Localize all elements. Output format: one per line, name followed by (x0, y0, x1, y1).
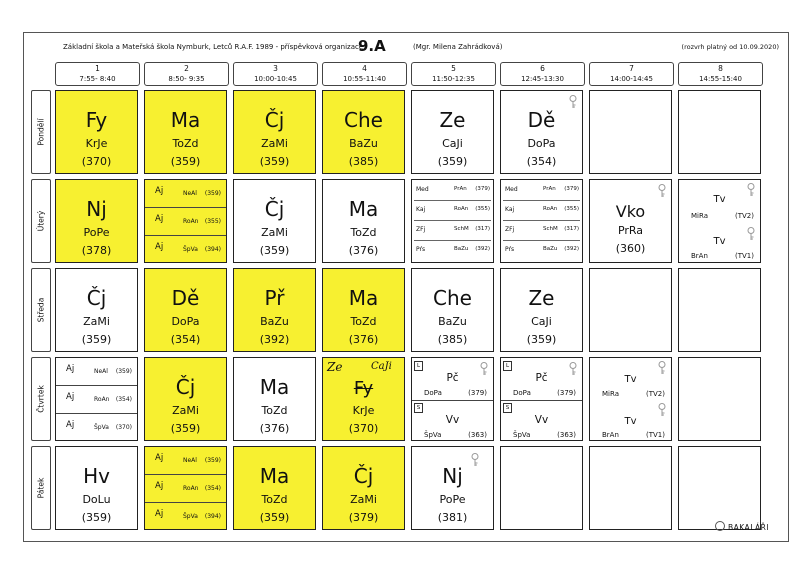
group-row: Aj NeAl (359) (145, 447, 226, 475)
group-tag: L (503, 361, 512, 371)
teacher: BrAn (691, 252, 708, 260)
group-lesson-cell[interactable] (500, 357, 583, 441)
teacher: ŠpVa (424, 431, 442, 439)
teacher: DoPa (424, 389, 442, 397)
group-row: Aj NeAl (359) (56, 358, 137, 386)
group-row: Kaj RoAn (355) (503, 201, 580, 221)
bakalari-logo: BAKALÁŘI (715, 521, 769, 532)
teacher: BaZu (260, 315, 289, 328)
subject: Fy (85, 108, 108, 132)
valid-from: (rozvrh platný od 10.09.2020) (681, 43, 779, 51)
lesson-cell[interactable] (411, 446, 494, 530)
lesson-cell[interactable] (144, 90, 227, 174)
subject: Pč (446, 372, 459, 384)
room: (379) (557, 389, 576, 397)
room: (360) (615, 242, 646, 255)
empty-cell (589, 268, 672, 352)
teacher: MiRa (602, 390, 619, 398)
lesson-cell[interactable] (322, 446, 405, 530)
lesson-cell[interactable] (500, 268, 583, 352)
teacher: KrJe (352, 404, 375, 417)
group-row: Pŕs BaZu (392) (416, 246, 490, 253)
teacher: ZaMi (350, 493, 377, 506)
teacher: ToZd (350, 315, 377, 328)
period-header-6: 6 12:45-13:30 (500, 62, 585, 86)
class-teacher: (Mgr. Milena Zahrádková) (413, 43, 503, 51)
subject: Hv (83, 464, 110, 488)
room: (TV1) (646, 431, 665, 439)
lesson-cell[interactable] (233, 268, 316, 352)
period-header-8: 8 14:55-15:40 (678, 62, 763, 86)
lesson-cell[interactable] (322, 357, 405, 441)
group-lesson-cell[interactable] (589, 357, 672, 441)
subject: Nj (86, 197, 107, 221)
teacher: KrJe (85, 137, 108, 150)
group-row: Aj RoAn (354) (56, 386, 137, 414)
room: (TV2) (646, 390, 665, 398)
period-header-5: 5 11:50-12:35 (411, 62, 496, 86)
group-row: ZFj SchM (317) (414, 221, 491, 241)
period-header-1: 1 7:55- 8:40 (55, 62, 140, 86)
group-lesson-cell[interactable] (500, 179, 583, 263)
group-lesson-cell[interactable] (411, 357, 494, 441)
room: (359) (81, 511, 112, 524)
subject: Ma (170, 108, 201, 132)
subject: Vv (534, 414, 549, 426)
subject: Čj (86, 286, 107, 310)
handwritten-note: Ze (327, 360, 343, 374)
teacher: DoPa (513, 389, 531, 397)
group-row: Pŕs BaZu (392) (505, 246, 579, 253)
room: (376) (348, 333, 379, 346)
teacher: ZaMi (261, 137, 288, 150)
subject: Tv (624, 374, 637, 385)
lesson-cell[interactable] (144, 357, 227, 441)
teacher: DoLu (82, 493, 111, 506)
subject: Čj (264, 108, 285, 132)
room: (359) (526, 333, 557, 346)
logo-icon (715, 521, 725, 531)
subject: Nj (442, 464, 463, 488)
room: (376) (348, 244, 379, 257)
teacher: PoPe (439, 493, 466, 506)
lesson-cell[interactable] (233, 446, 316, 530)
period-header-2: 2 8:50- 9:35 (144, 62, 229, 86)
room: (TV2) (735, 212, 754, 220)
room: (TV1) (735, 252, 754, 260)
subject: Che (433, 286, 472, 310)
room: (381) (437, 511, 468, 524)
teacher: DoPa (527, 137, 556, 150)
teacher: ZaMi (261, 226, 288, 239)
subject: Ma (348, 286, 379, 310)
subject: Ma (348, 197, 379, 221)
room: (359) (437, 155, 468, 168)
subject: Čj (175, 375, 196, 399)
group-row: Aj RoAn (355) (145, 208, 226, 236)
room: (392) (259, 333, 290, 346)
room: (363) (557, 431, 576, 439)
group-row: Aj ŠpVa (394) (155, 509, 221, 520)
group-row: Aj ŠpVa (370) (66, 420, 132, 431)
empty-cell (589, 446, 672, 530)
room: (359) (170, 422, 201, 435)
lesson-cell[interactable] (55, 446, 138, 530)
room: (379) (348, 511, 379, 524)
day-label-tuesday: Úterý (31, 179, 51, 263)
room: (354) (170, 333, 201, 346)
teacher: BaZu (349, 137, 378, 150)
teacher: DoPa (171, 315, 200, 328)
day-label-thursday: Čtvrtek (31, 357, 51, 441)
teacher: ToZd (172, 137, 199, 150)
day-label-wednesday: Středa (31, 268, 51, 352)
period-header-7: 7 14:00-14:45 (589, 62, 674, 86)
empty-cell (678, 90, 761, 174)
subject: Tv (713, 194, 726, 205)
subject: Př (264, 286, 285, 310)
teacher: BaZu (438, 315, 467, 328)
day-label-monday: Pondělí (31, 90, 51, 174)
teacher: CaJi (531, 315, 552, 328)
period-header-4: 4 10:55-11:40 (322, 62, 407, 86)
subject: Ze (528, 286, 555, 310)
lesson-cell[interactable] (233, 90, 316, 174)
lesson-cell[interactable] (55, 179, 138, 263)
room: (370) (81, 155, 112, 168)
teacher: ZaMi (172, 404, 199, 417)
empty-cell (678, 446, 761, 530)
room: (363) (468, 431, 487, 439)
lesson-cell[interactable] (55, 268, 138, 352)
key-icon (569, 95, 577, 109)
room: (359) (81, 333, 112, 346)
subject: Dě (527, 108, 556, 132)
key-icon (658, 361, 666, 375)
group-row: Aj RoAn (354) (145, 475, 226, 503)
teacher: ToZd (350, 226, 377, 239)
subject: Tv (713, 236, 726, 247)
group-row: Med PrAn (379) (503, 181, 580, 201)
room: (385) (348, 155, 379, 168)
group-row: ZFj SchM (317) (503, 221, 580, 241)
lesson-cell[interactable] (411, 90, 494, 174)
subject: Vv (445, 414, 460, 426)
lesson-cell[interactable] (411, 268, 494, 352)
room: (379) (468, 389, 487, 397)
room: (385) (437, 333, 468, 346)
subject: Ma (259, 375, 290, 399)
subject: Ze (439, 108, 466, 132)
group-lesson-cell[interactable] (55, 357, 138, 441)
group-row: Aj ŠpVa (394) (155, 242, 221, 253)
day-label-friday: Pátek (31, 446, 51, 530)
teacher: ToZd (261, 493, 288, 506)
empty-cell (678, 268, 761, 352)
handwritten-note: CaJi (371, 361, 392, 372)
subject: Vko (615, 202, 646, 221)
room: (378) (81, 244, 112, 257)
lesson-cell[interactable] (322, 268, 405, 352)
period-header-3: 3 10:00-10:45 (233, 62, 318, 86)
lesson-cell[interactable] (55, 90, 138, 174)
group-lesson-cell[interactable] (144, 446, 227, 530)
school-name: Základní škola a Mateřská škola Nymburk, Letců R.A.F. 1989 - příspěvková organizace (63, 43, 364, 51)
subject: Čj (264, 197, 285, 221)
lesson-cell[interactable] (233, 179, 316, 263)
teacher: PrRa (617, 224, 644, 237)
lesson-cell[interactable] (322, 90, 405, 174)
empty-cell (500, 446, 583, 530)
room: (359) (170, 155, 201, 168)
teacher: PoPe (83, 226, 110, 239)
key-icon (658, 184, 666, 198)
teacher: CaJi (442, 137, 463, 150)
subject: Tv (624, 416, 637, 427)
teacher: MiRa (691, 212, 708, 220)
lesson-cell[interactable] (589, 179, 672, 263)
room: (376) (259, 422, 290, 435)
room: (359) (259, 511, 290, 524)
subject: Čj (353, 464, 374, 488)
empty-cell (589, 90, 672, 174)
group-tag: S (503, 403, 512, 413)
room: (370) (348, 422, 379, 435)
group-lesson-cell[interactable] (144, 179, 227, 263)
subject: Dě (171, 286, 200, 310)
subject: Pč (535, 372, 548, 384)
class-name: 9.A (358, 37, 386, 55)
group-tag: S (414, 403, 423, 413)
lesson-cell[interactable] (144, 268, 227, 352)
group-row: Kaj RoAn (355) (414, 201, 491, 221)
lesson-cell[interactable] (500, 90, 583, 174)
key-icon (658, 403, 666, 417)
teacher: ZaMi (83, 315, 110, 328)
group-row: Aj NeAl (359) (145, 180, 226, 208)
lesson-cell[interactable] (233, 357, 316, 441)
group-row: Med PrAn (379) (414, 181, 491, 201)
group-lesson-cell[interactable] (678, 179, 761, 263)
subject: Fy (353, 378, 374, 399)
group-tag: L (414, 361, 423, 371)
room: (359) (259, 155, 290, 168)
subject: Ma (259, 464, 290, 488)
room: (359) (259, 244, 290, 257)
room: (354) (526, 155, 557, 168)
teacher: ToZd (261, 404, 288, 417)
empty-cell (678, 357, 761, 441)
lesson-cell[interactable] (322, 179, 405, 263)
group-lesson-cell[interactable] (411, 179, 494, 263)
subject: Che (344, 108, 383, 132)
teacher: BrAn (602, 431, 619, 439)
teacher: ŠpVa (513, 431, 531, 439)
